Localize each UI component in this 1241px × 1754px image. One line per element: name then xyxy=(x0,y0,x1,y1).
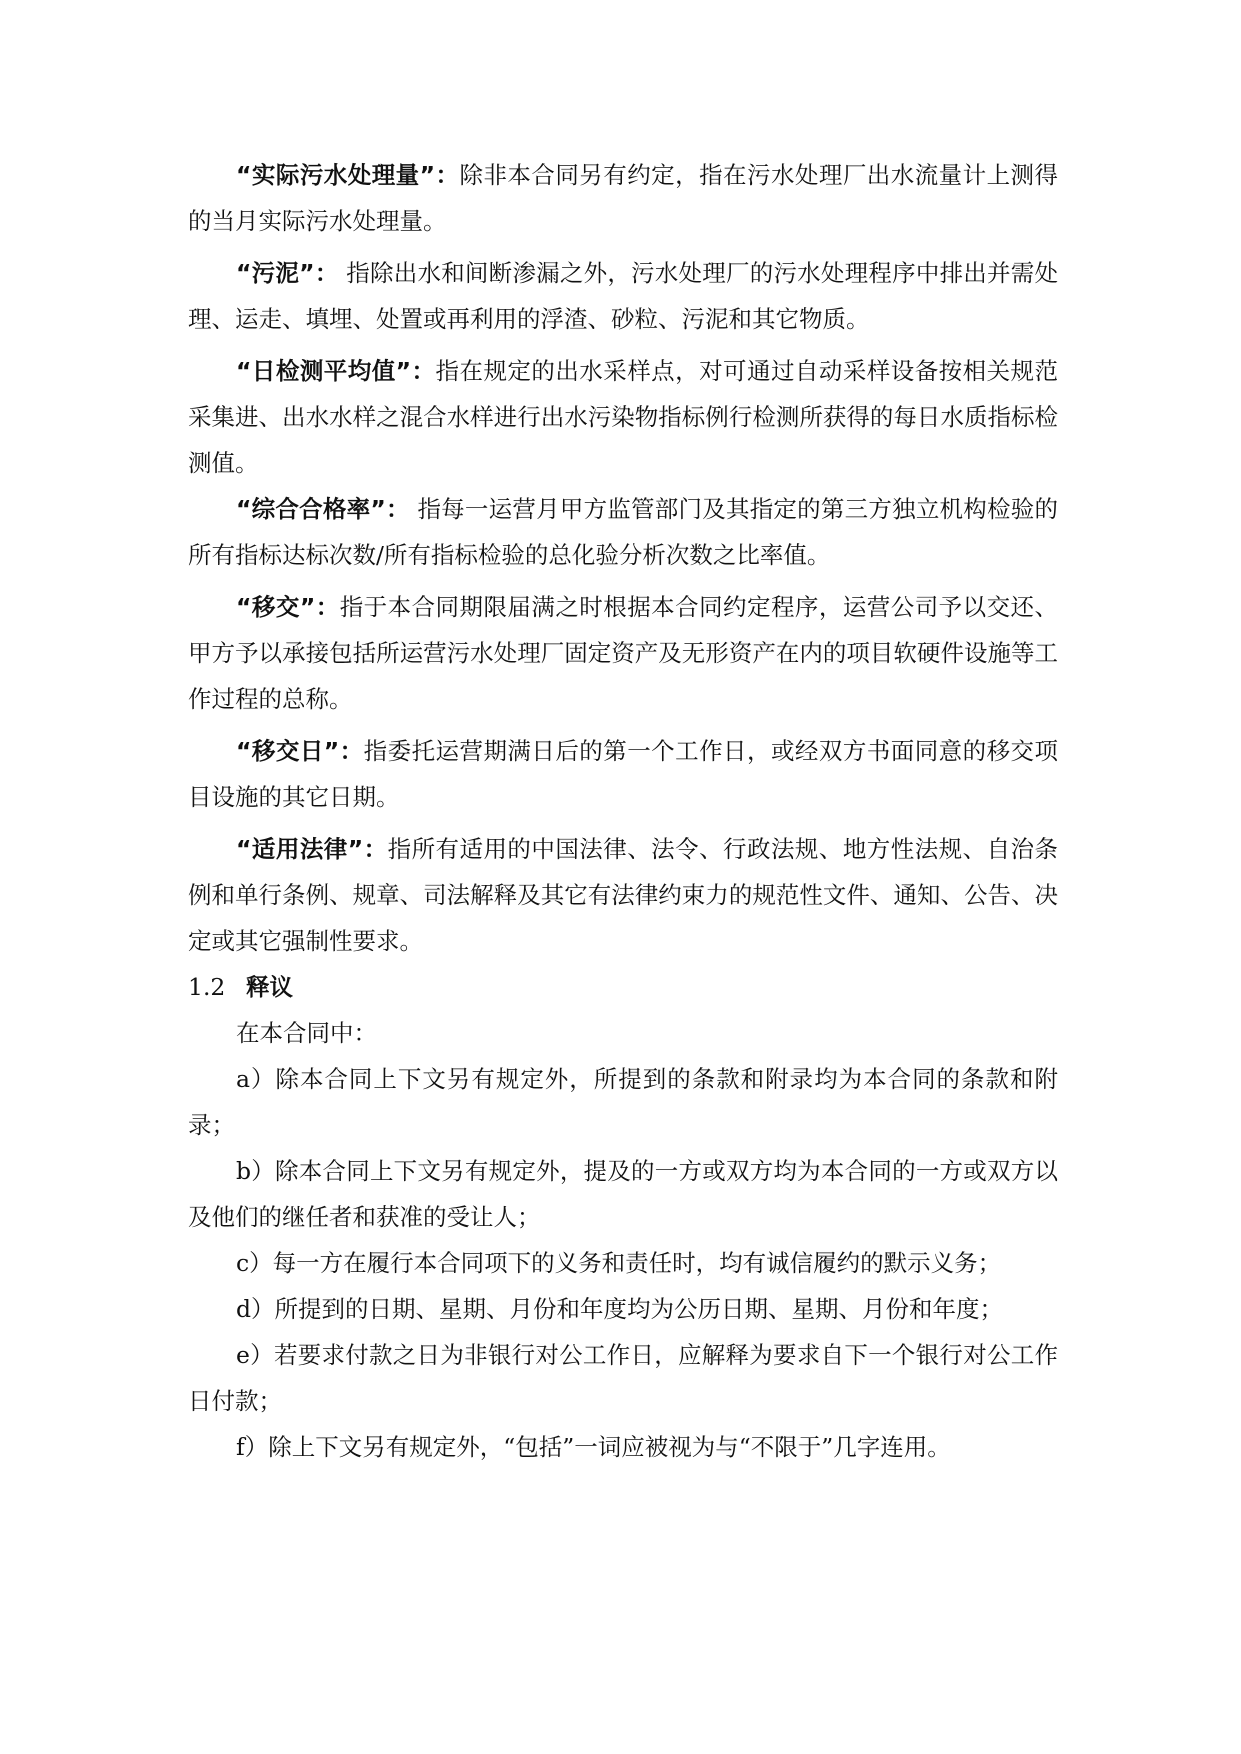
definition-text: 指所有适用的中国法律、法令、行政法规、地方性法规、自治条例和单行条例、规章、司法解释及其它有法律约束力的规范性文件、通知、公告、决定或其它强制性要求。 xyxy=(188,835,1059,955)
interpretation-item-b: b）除本合同上下文另有规定外，提及的一方或双方均为本合同的一方或双方以及他们的继任者和获准的受让人； xyxy=(188,1157,1058,1231)
section-title: 释议 xyxy=(246,973,293,1001)
interpretation-item-f: f）除上下文另有规定外，“包括”一词应被视为与“不限于”几字连用。 xyxy=(236,1433,951,1461)
definition-compliance-rate xyxy=(188,486,1058,578)
definition-term: “适用法律”： xyxy=(236,835,388,863)
section-number: 1.2 xyxy=(188,973,226,1001)
definition-term: “移交”： xyxy=(236,593,340,621)
interpretation-item-a: a）除本合同上下文另有规定外，所提到的条款和附录均为本合同的条款和附录； xyxy=(188,1065,1058,1139)
definition-term: “实际污水处理量”： xyxy=(236,161,460,189)
definition-text: 除非本合同另有约定，指在污水处理厂出水流量计上测得的当月实际污水处理量。 xyxy=(188,161,1059,235)
definition-term: “日检测平均值”： xyxy=(236,357,436,385)
definition-text: 指在规定的出水采样点，对可通过自动采样设备按相关规范采集进、出水水样之混合水样进行出水污染物指标例行检测所获得的每日水质指标检测值。 xyxy=(188,357,1059,477)
interpretation-item-d: d）所提到的日期、星期、月份和年度均为公历日期、星期、月份和年度； xyxy=(236,1295,1004,1323)
definition-applicable-law xyxy=(188,826,1058,964)
definition-term: “移交日”： xyxy=(236,737,364,765)
interpretation-item-e: e）若要求付款之日为非银行对公工作日，应解释为要求自下一个银行对公工作日付款； xyxy=(188,1341,1058,1415)
definition-term: “污泥”： xyxy=(236,259,339,287)
intro-text: 在本合同中： xyxy=(236,1019,377,1047)
definition-actual-sewage-volume xyxy=(188,152,1058,244)
definition-handover-date xyxy=(188,728,1058,820)
definition-handover xyxy=(188,584,1058,722)
definition-text: 指每一运营月甲方监管部门及其指定的第三方独立机构检验的所有指标达标次数/所有指标检验的总化验分析次数之比率值。 xyxy=(188,495,1058,569)
definition-term: “综合合格率”： xyxy=(236,495,410,523)
interpretation-item-c: c）每一方在履行本合同项下的义务和责任时，均有诚信履约的默示义务； xyxy=(236,1249,1002,1277)
document-page xyxy=(188,152,1058,1470)
definition-sludge xyxy=(188,250,1058,342)
definition-daily-average xyxy=(188,348,1058,486)
section-heading xyxy=(188,964,1058,1010)
definition-text: 指委托运营期满日后的第一个工作日，或经双方书面同意的移交项目设施的其它日期。 xyxy=(188,737,1059,811)
definition-text: 指除出水和间断渗漏之外，污水处理厂的污水处理程序中排出并需处理、运走、填埋、处置或再利用的浮渣、砂粒、污泥和其它物质。 xyxy=(188,259,1058,333)
definition-text: 指于本合同期限届满之时根据本合同约定程序，运营公司予以交还、甲方予以承接包括所运营污水处理厂固定资产及无形资产在内的项目软硬件设施等工作过程的总称。 xyxy=(188,593,1059,713)
